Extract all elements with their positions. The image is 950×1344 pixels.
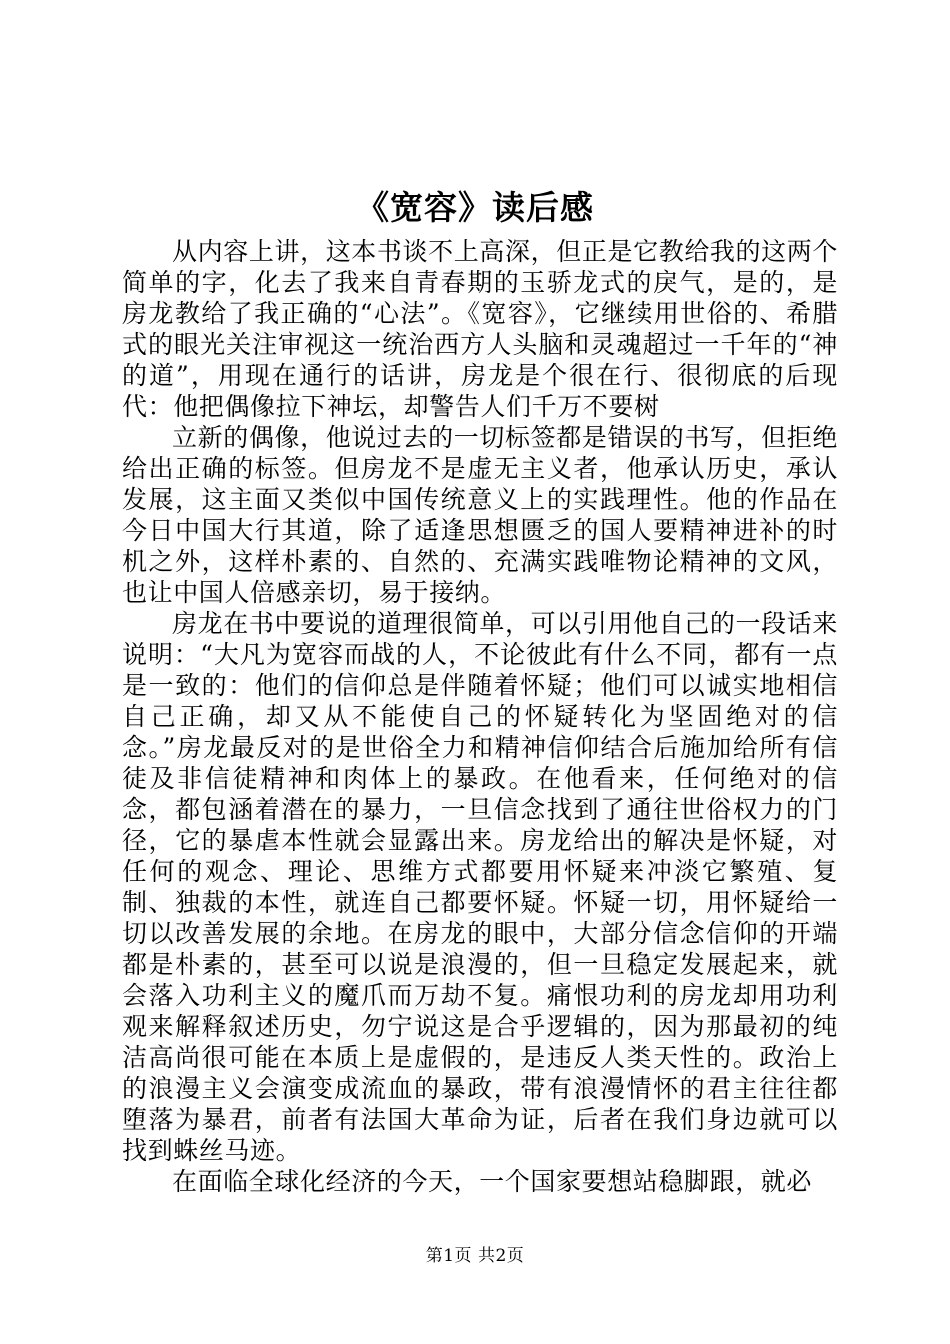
paragraph-1: 从内容上讲，这本书谈不上高深，但正是它教给我的这两个简单的字，化去了我来自青春期的玉骄龙式的戾气，是的，是房龙教给了我正确的“心法”。《宽容》，它继续用世俗的、希腊式的眼光关注审视这一统治西方人头脑和灵魂超过一千年的“神的道”，用现在通行的话讲，房龙是个很在行、很彻底的后现代：他把偶像拉下神坛，却警告人们千万不要树 (122, 237, 838, 421)
paragraph-3: 房龙在书中要说的道理很简单，可以引用他自己的一段话来说明：“大凡为宽容而战的人，不论彼此有什么不同，都有一点是一致的：他们的信仰总是伴随着怀疑；他们可以诚实地相信自己正确，却又从不能使自己的怀疑转化为坚固绝对的信念。”房龙最反对的是世俗全力和精神信仰结合后施加给所有信徒及非信徒精神和肉体上的暴政。在他看来，任何绝对的信念，都包涵着潜在的暴力，一旦信念找到了通往世俗权力的门径，它的暴虐本性就会显露出来。房龙给出的解决是怀疑，对任何的观念、理论、思维方式都要用怀疑来冲淡它繁殖、复制、独裁的本性，就连自己都要怀疑。怀疑一切，用怀疑给一切以改善发展的余地。在房龙的眼中，大部分信念信仰的开端都是朴素的，甚至可以说是浪漫的，但一旦稳定发展起来，就会落入功利主义的魔爪而万劫不复。痛恨功利的房龙却用功利观来解释叙述历史，勿宁说这是合乎逻辑的，因为那最初的纯洁高尚很可能在本质上是虚假的，是违反人类天性的。政治上的浪漫主义会演变成流血的暴政，带有浪漫情怀的君主往往都堕落为暴君，前者有法国大革命为证，后者在我们身边就可以找到蛛丝马迹。 (122, 609, 838, 1165)
document-title: 《宽容》读后感 (356, 188, 594, 227)
paragraph-2: 立新的偶像，他说过去的一切标签都是错误的书写，但拒绝给出正确的标签。但房龙不是虚无主义者，他承认历史，承认发展，这主面又类似中国传统意义上的实践理性。他的作品在今日中国大行其道，除了适逢思想匮乏的国人要精神进补的时机之外，这样朴素的、自然的、充满实践唯物论精神的文风，也让中国人倍感亲切，易于接纳。 (122, 423, 838, 607)
document-body (122, 236, 838, 1197)
paragraph-4: 在面临全球化经济的今天，一个国家要想站稳脚跟，就必 (172, 1167, 813, 1196)
page-number-footer: 第1页 共2页 (425, 1246, 525, 1266)
